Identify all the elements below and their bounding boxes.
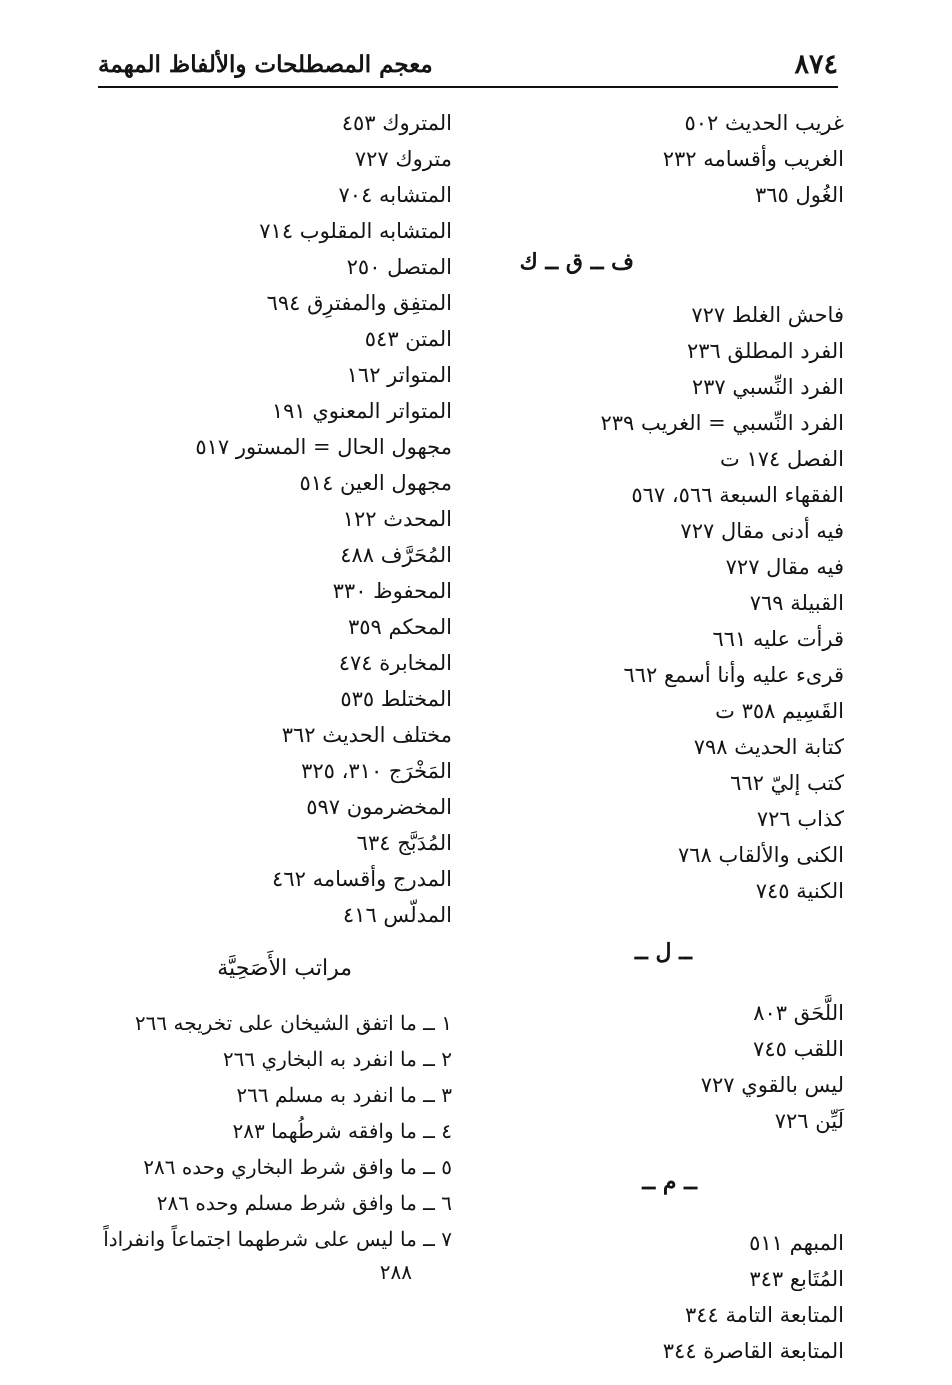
index-entry: الفرد النِّسبي ٢٣٧ [691,375,844,399]
page-header [98,44,838,84]
left-column [92,105,452,1287]
index-entry: المتواتر المعنوي ١٩١ [271,399,452,423]
right-column [514,105,844,1369]
index-entry: المتشابه المقلوب ٧١٤ [259,219,452,243]
rank-item: ٢ ــ ما انفرد به البخاري ٢٦٦ [222,1047,452,1071]
index-entry: قرأت عليه ٦٦١ [712,627,844,651]
rank-item: ١ ــ ما اتفق الشيخان على تخريجه ٢٦٦ [134,1011,452,1035]
index-entry: مجهول الحال = المستور ٥١٧ [195,435,452,459]
rank-item: ٥ ــ ما وافق شرط البخاري وحده ٢٨٦ [143,1155,452,1179]
index-entry: المتصل ٢٥٠ [346,255,452,279]
index-entry: الغريب وأقسامه ٢٣٢ [662,147,844,171]
index-entry: المحدث ١٢٢ [342,507,452,531]
index-entry: غريب الحديث ٥٠٢ [684,111,844,135]
section-heading-fqk: ف ــ ق ــ ك [519,249,634,275]
index-entry: اللَّحَق ٨٠٣ [753,1001,844,1025]
rank-item: ٤ ــ ما وافقه شرطُهما ٢٨٣ [232,1119,452,1143]
index-entry: المُدَبَّج ٦٣٤ [356,831,452,855]
index-entry: كتابة الحديث ٧٩٨ [693,735,844,759]
rank-item: ٧ ــ ما ليس على شرطهما اجتماعاً وانفراداً [103,1227,452,1251]
index-entry: الكنى والألقاب ٧٦٨ [677,843,844,867]
index-entry: كتب إليّ ٦٦٢ [730,771,844,795]
rank-item: ٦ ــ ما وافق شرط مسلم وحده ٢٨٦ [156,1191,452,1215]
rank-item-page: ٢٨٨ [379,1260,412,1284]
index-entry: المتروك ٤٥٣ [341,111,452,135]
index-entry: المخابرة ٤٧٤ [338,651,452,675]
index-entry: المتابعة القاصرة ٣٤٤ [662,1339,844,1363]
index-entry: مختلف الحديث ٣٦٢ [281,723,452,747]
index-entry: القَسِيم ٣٥٨ ت [715,699,844,723]
index-entry: المتن ٥٤٣ [364,327,452,351]
index-entry: فيه مقال ٧٢٧ [725,555,844,579]
index-entry: المدرج وأقسامه ٤٦٢ [272,867,452,891]
index-entry: مجهول العين ٥١٤ [299,471,452,495]
index-entry: اللقب ٧٤٥ [753,1037,844,1061]
index-entry: المحكم ٣٥٩ [347,615,452,639]
index-entry: المتفِق والمفترِق ٦٩٤ [266,291,452,315]
index-entry: المُحَرَّف ٤٨٨ [340,543,452,567]
index-entry: الفصل ١٧٤ ت [720,447,844,471]
index-entry: المتابعة التامة ٣٤٤ [684,1303,844,1327]
section-heading-lam: ــ ل ــ [634,939,692,965]
index-entry: متروك ٧٢٧ [354,147,452,171]
index-entry: الفقهاء السبعة ٥٦٦، ٥٦٧ [631,483,844,507]
index-entry: فيه أدنى مقال ٧٢٧ [680,519,844,543]
index-entry: المَخْرَج ٣١٠، ٣٢٥ [301,759,452,783]
index-entry: القبيلة ٧٦٩ [749,591,844,615]
index-entry: المدلّس ٤١٦ [342,903,452,927]
rank-item: ٣ ــ ما انفرد به مسلم ٢٦٦ [236,1083,452,1107]
index-entry: الغُول ٣٦٥ [755,183,844,207]
ranks-subheading: مراتب الأَصَحِيَّة [217,956,352,981]
index-entry: المتواتر ١٦٢ [346,363,452,387]
index-entry: المُتَابع ٣٤٣ [749,1267,844,1291]
index-entry: المحفوظ ٣٣٠ [332,579,452,603]
index-entry: المختلط ٥٣٥ [340,687,452,711]
page-number: ٨٧٤ [794,48,838,80]
index-entry: المتشابه ٧٠٤ [338,183,452,207]
index-entry: الكنية ٧٤٥ [755,879,844,903]
index-entry: الفرد المطلق ٢٣٦ [686,339,844,363]
index-entry: الفرد النِّسبي = الغريب ٢٣٩ [600,411,844,435]
index-entry: ليس بالقوي ٧٢٧ [700,1073,844,1097]
index-entry: فاحش الغلط ٧٢٧ [691,303,844,327]
index-entry: المخضرمون ٥٩٧ [306,795,452,819]
index-entry: كذاب ٧٢٦ [756,807,844,831]
header-rule [98,86,838,88]
section-heading-mim: ــ م ــ [642,1169,697,1195]
index-entry: لَيِّن ٧٢٦ [774,1109,844,1133]
index-entry: المبهم ٥١١ [749,1231,844,1255]
index-entry: قرىء عليه وأنا أسمع ٦٦٢ [623,663,844,687]
running-title: معجم المصطلحات والألفاظ المهمة [98,50,433,78]
